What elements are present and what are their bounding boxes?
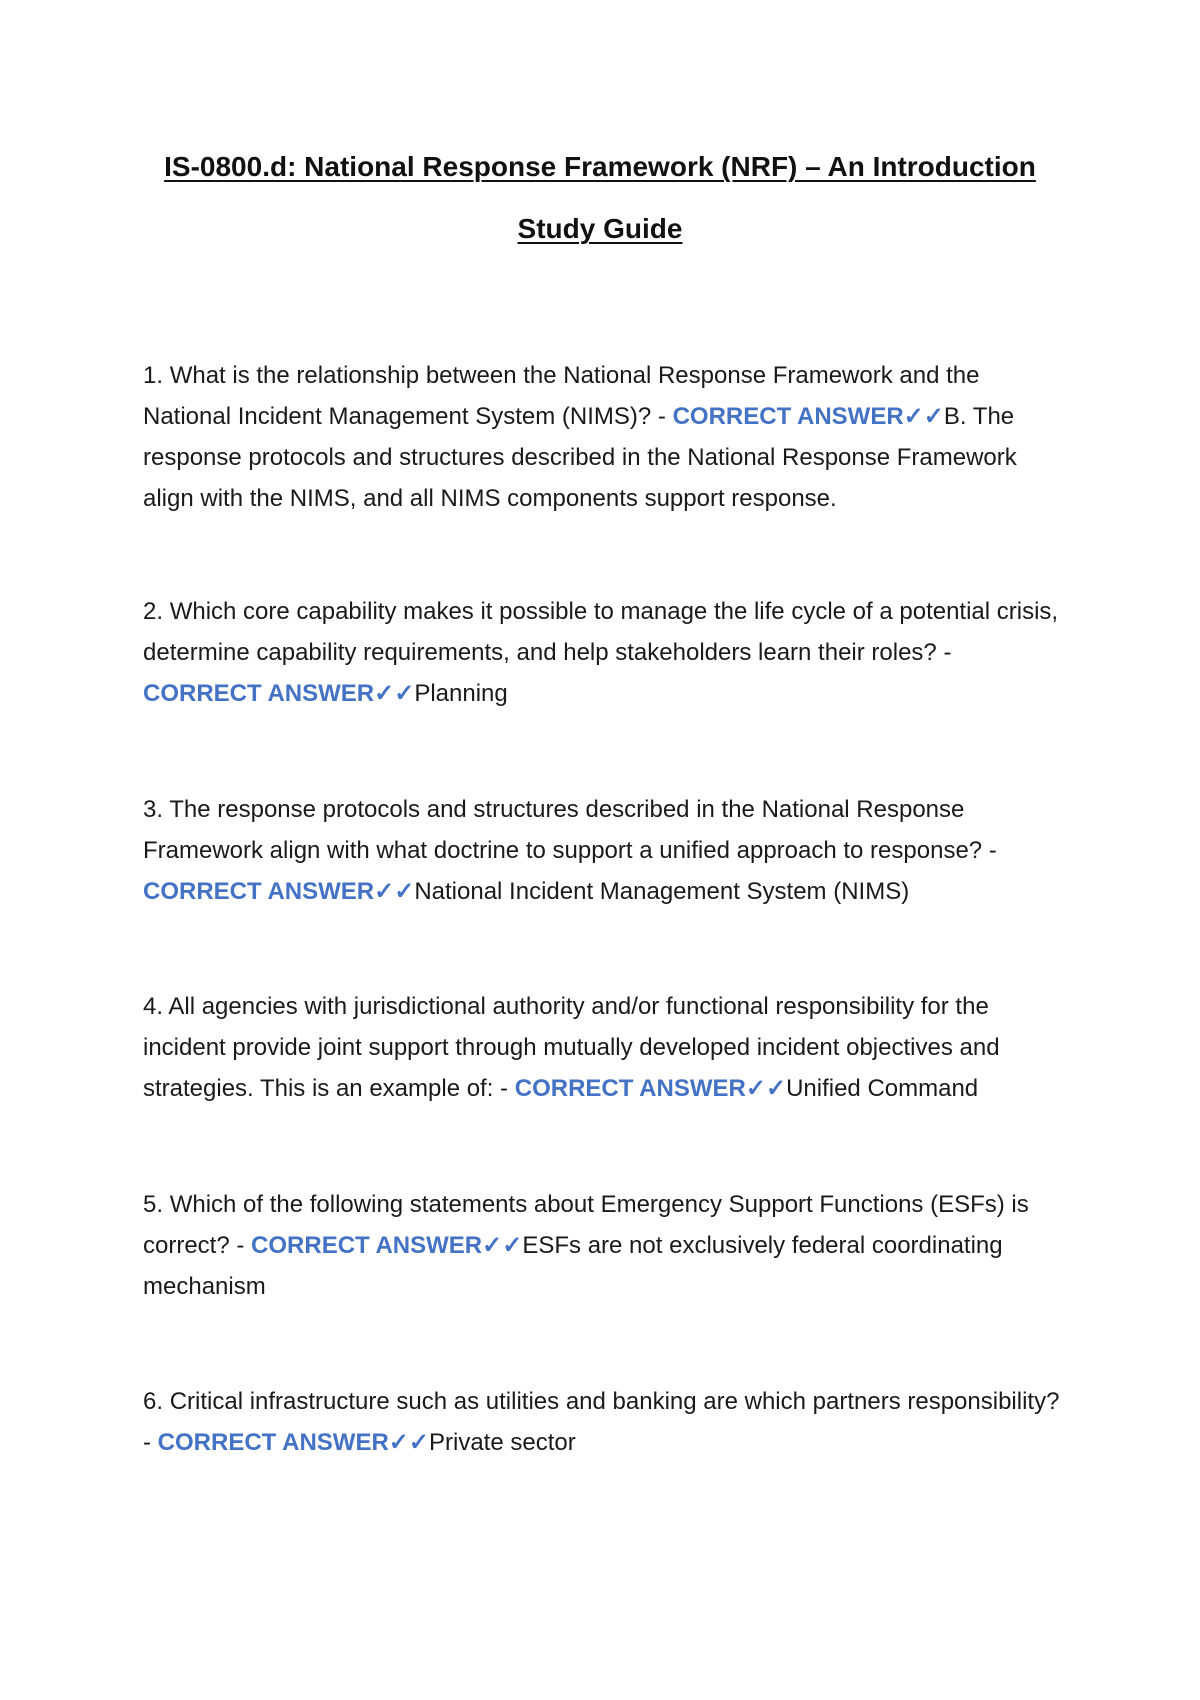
double-check-icon: ✓✓	[374, 680, 415, 707]
qa-item	[143, 1184, 1063, 1307]
answer-text: National Incident Management System (NIMS)	[414, 878, 910, 905]
qa-item	[143, 355, 1063, 519]
answer-text: Planning	[414, 680, 508, 707]
correct-answer-label: CORRECT ANSWER	[672, 403, 904, 430]
title-block	[0, 150, 1200, 246]
question-text: All agencies with jurisdictional authority and/or functional responsibility for the incident provide joint support through mutually developed incident objectives and strategies. This is an example of: -	[143, 993, 1000, 1102]
correct-answer-label: CORRECT ANSWER	[251, 1232, 483, 1259]
question-number: 6.	[143, 1388, 164, 1415]
qa-item	[143, 1381, 1063, 1463]
question-text: Which of the following statements about Emergency Support Functions (ESFs) is correct? -	[143, 1191, 1029, 1259]
correct-answer-label: CORRECT ANSWER	[143, 878, 375, 905]
answer-text: Private sector	[429, 1429, 576, 1456]
document-title: IS-0800.d: National Response Framework (NRF) – An Introduction	[164, 151, 1036, 182]
question-number: 4.	[143, 993, 164, 1020]
question-text: Which core capability makes it possible to manage the life cycle of a potential crisis, determine capability requirements, and help stakeholders learn their roles? -	[143, 598, 1059, 666]
question-number: 2.	[143, 598, 164, 625]
answer-text: B. The response protocols and structures described in the National Response Framework align with the NIMS, and all NIMS components support response.	[143, 403, 1017, 512]
correct-answer-label: CORRECT ANSWER	[514, 1075, 746, 1102]
question-text: Critical infrastructure such as utilities and banking are which partners responsibility? -	[143, 1388, 1060, 1456]
question-number: 3.	[143, 796, 164, 823]
question-text: The response protocols and structures described in the National Response Framework align with what doctrine to support a unified approach to response? -	[143, 796, 997, 864]
answer-text: Unified Command	[786, 1075, 979, 1102]
double-check-icon: ✓✓	[374, 878, 415, 905]
double-check-icon: ✓✓	[745, 1075, 787, 1102]
double-check-icon: ✓✓	[482, 1232, 523, 1259]
qa-item	[143, 591, 1063, 714]
correct-answer-label: CORRECT ANSWER	[143, 680, 375, 707]
question-number: 5.	[143, 1191, 164, 1218]
double-check-icon: ✓✓	[388, 1429, 429, 1456]
document-subtitle: Study Guide	[517, 213, 683, 244]
qa-item	[143, 986, 1063, 1109]
qa-item	[143, 789, 1063, 912]
double-check-icon: ✓✓	[903, 403, 944, 430]
question-number: 1.	[143, 362, 164, 389]
answer-text: ESFs are not exclusively federal coordinating mechanism	[143, 1232, 1003, 1300]
correct-answer-label: CORRECT ANSWER	[157, 1429, 389, 1456]
question-text: What is the relationship between the National Response Framework and the National Incident Management System (NIMS)? -	[143, 362, 980, 430]
